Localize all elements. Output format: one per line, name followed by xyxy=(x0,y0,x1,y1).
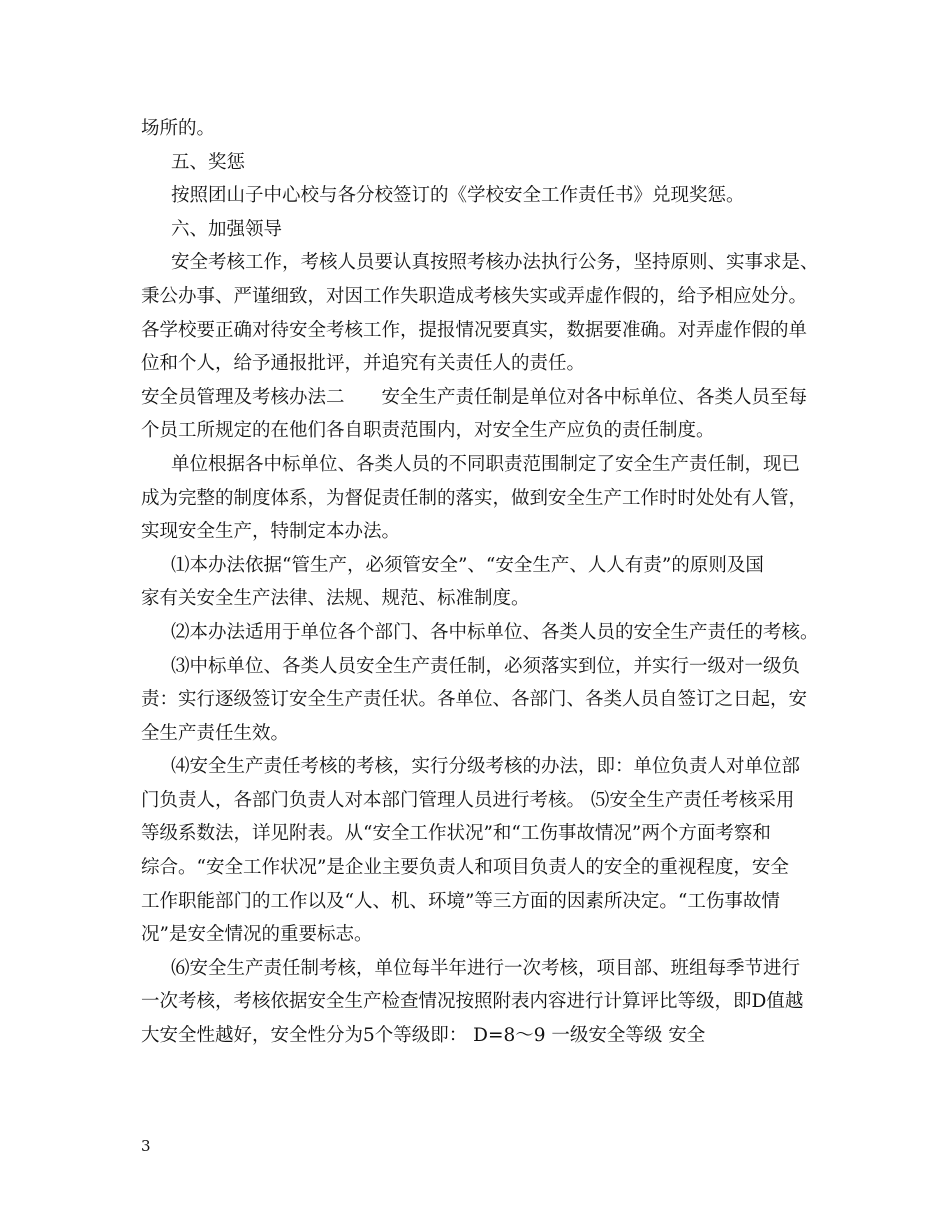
text-line: 一次考核，考核依据安全生产检查情况按照附表内容进行计算评比等级，即D值越 xyxy=(141,991,804,1013)
text-line: 门负责人，各部门负责人对本部门管理人员进行考核。 ⑸安全生产责任考核采用 xyxy=(141,789,795,811)
text-line: 综合。“安全工作状况”是企业主要负责人和项目负责人的安全的重视程度，安全 xyxy=(141,857,789,879)
text-line: 等级系数法，详见附表。从“安全工作状况”和“工伤事故情况”两个方面考察和 xyxy=(141,823,771,845)
text-line: 按照团山子中心校与各分校签订的《学校安全工作责任书》兑现奖惩。 xyxy=(171,185,745,207)
text-line: 成为完整的制度体系，为督促责任制的落实，做到安全生产工作时时处处有人管， xyxy=(141,487,808,509)
text-line: ⑵本办法适用于单位各个部门、各中标单位、各类人员的安全生产责任的考核。 xyxy=(171,621,819,643)
text-line: 安全员管理及考核办法二 安全生产责任制是单位对各中标单位、各类人员至每 xyxy=(141,386,808,408)
text-line: ⑷安全生产责任考核的考核，实行分级考核的办法，即：单位负责人对单位部 xyxy=(171,756,801,778)
text-line: ⑴本办法依据“管生产，必须管安全”、“安全生产、人人有责”的原则及国 xyxy=(171,554,764,576)
text-line: 位和个人，给予通报批评，并追究有关责任人的责任。 xyxy=(141,353,586,375)
text-line: ⑹安全生产责任制考核，单位每半年进行一次考核，项目部、班组每季节进行 xyxy=(171,957,801,979)
page-number: 3 xyxy=(141,1137,151,1155)
text-line: 各学校要正确对待安全考核工作，提报情况要真实，数据要准确。对弄虚作假的单 xyxy=(141,319,808,341)
text-line: 场所的。 xyxy=(141,118,216,139)
text-line: 大安全性越好，安全性分为5个等级即： D=8～9 一级安全等级 安全 xyxy=(141,1025,706,1047)
text-line: 家有关安全生产法律、法规、规范、标准制度。 xyxy=(141,588,530,610)
text-line: 六、加强领导 xyxy=(171,218,283,240)
text-line: 秉公办事、严谨细致，对因工作失职造成考核失实或弄虚作假的，给予相应处分。 xyxy=(141,285,808,307)
text-line: 责：实行逐级签订安全生产责任状。各单位、各部门、各类人员自签订之日起，安 xyxy=(141,689,808,711)
text-line: 安全考核工作，考核人员要认真按照考核办法执行公务，坚持原则、实事求是、 xyxy=(171,252,819,274)
text-line: 五、奖惩 xyxy=(171,151,246,173)
text-line: 个员工所规定的在他们各自职责范围内，对安全生产应负的责任制度。 xyxy=(141,420,715,442)
text-line: 工作职能部门的工作以及“人、机、环境”等三方面的因素所决定。“工伤事故情 xyxy=(141,890,780,912)
text-line: 实现安全生产，特制定本办法。 xyxy=(141,521,401,543)
document-body xyxy=(141,112,819,1053)
text-line: 单位根据各中标单位、各类人员的不同职责范围制定了安全生产责任制，现已 xyxy=(171,453,801,475)
text-line: 况”是安全情况的重要标志。 xyxy=(141,924,373,946)
text-line: ⑶中标单位、各类人员安全生产责任制，必须落实到位，并实行一级对一级负 xyxy=(171,655,801,677)
text-line: 全生产责任生效。 xyxy=(141,722,290,744)
